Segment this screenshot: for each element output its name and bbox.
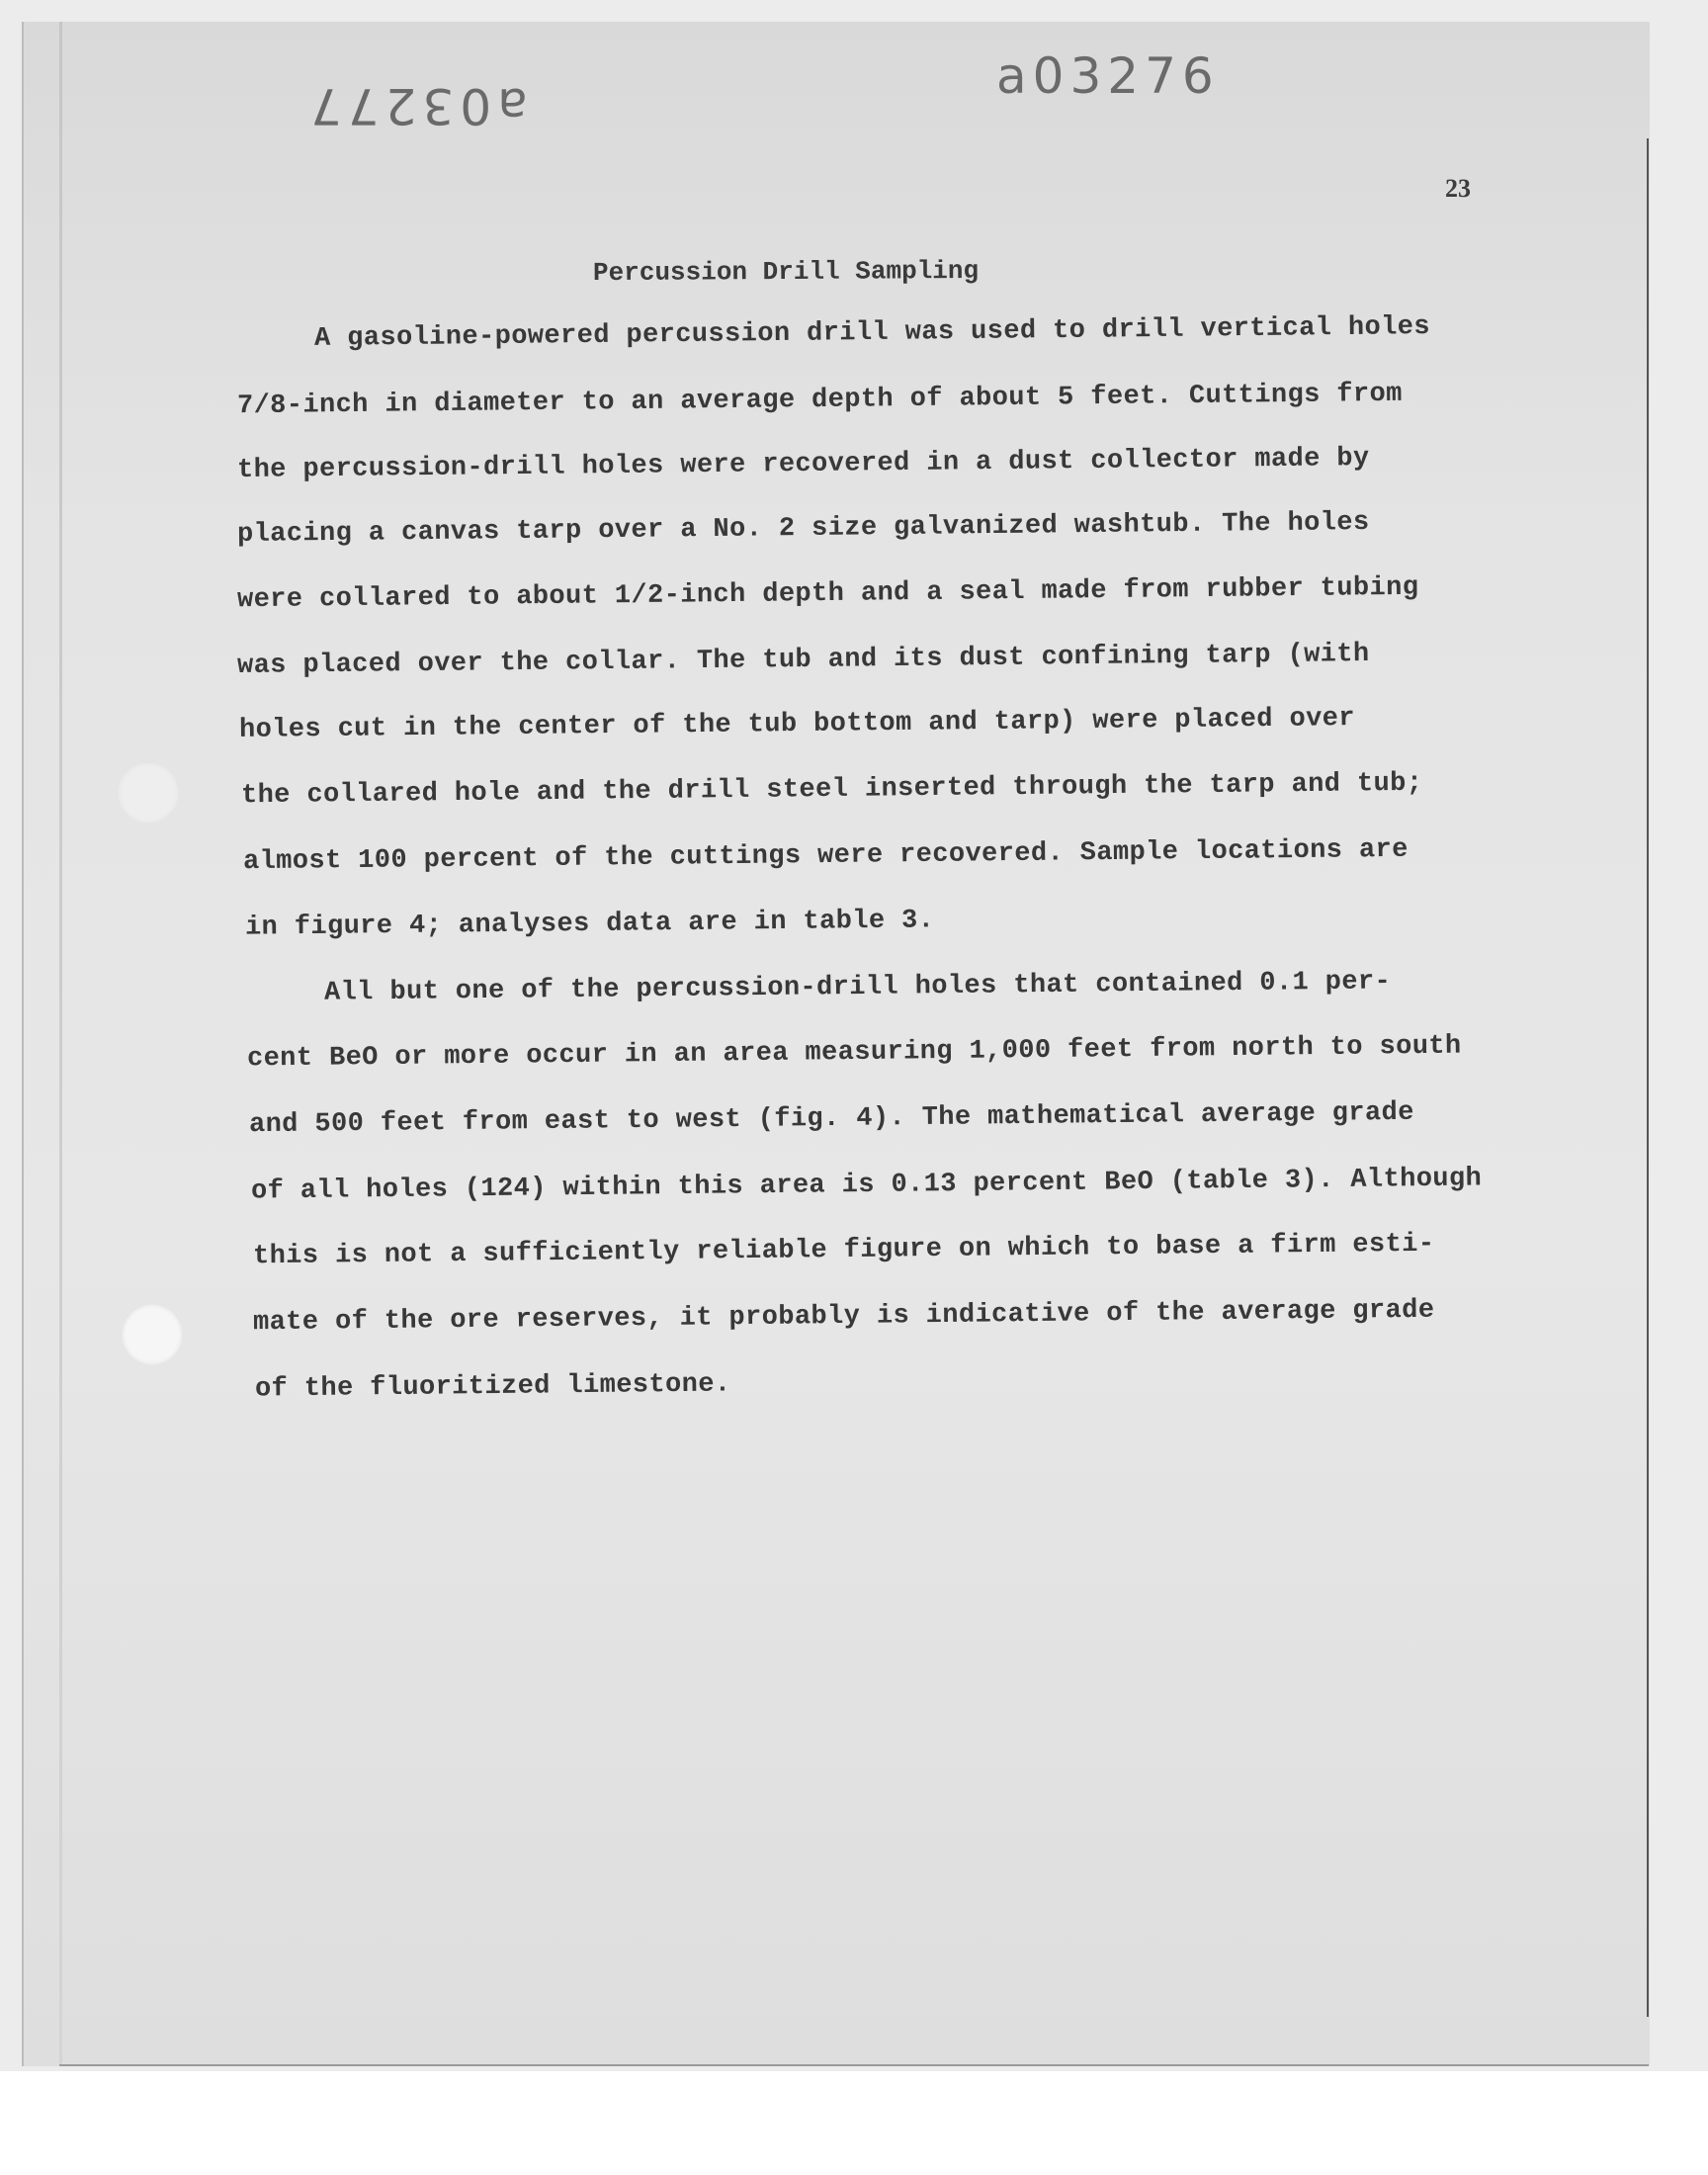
paragraph-1-line: 7/8-inch in diameter to an average depth of about 5 feet. Cuttings from (236, 379, 1403, 422)
paragraph-2-line: cent BeO or more occur in an area measuring 1,000 feet from north to south (246, 1031, 1462, 1075)
sheet-right-edge (1647, 138, 1649, 2017)
paragraph-2-line: mate of the ore reserves, it probably is indicative of the average grade (252, 1295, 1435, 1339)
paragraph-2-line: of the fluoritized limestone. (254, 1369, 731, 1405)
punch-hole-upper (117, 761, 180, 825)
paragraph-2-line: of all holes (124) within this area is 0.13 percent BeO (table 3). Although (250, 1164, 1483, 1207)
paragraph-1-line: A gasoline-powered percussion drill was used to drill vertical holes (313, 312, 1431, 354)
paragraph-1-line: the collared hole and the drill steel inserted through the tarp and tub; (240, 768, 1423, 812)
paragraph-1-line: holes cut in the center of the tub bottom and tarp) were placed over (238, 704, 1356, 745)
paragraph-2-line: and 500 feet from east to west (fig. 4). The mathematical average grade (248, 1097, 1414, 1141)
sheet-fold-line (59, 22, 62, 2066)
document-id-stamp: a03276 (996, 47, 1220, 105)
section-heading: Percussion Drill Sampling (592, 255, 980, 289)
page-number: 23 (1445, 174, 1471, 203)
paragraph-1-line: the percussion-drill holes were recovered in a dust collector made by (236, 444, 1370, 485)
paragraph-1-line: placing a canvas tarp over a No. 2 size galvanized washtub. The holes (236, 508, 1370, 550)
paragraph-1-line: almost 100 percent of the cuttings were recovered. Sample locations are (242, 834, 1409, 878)
document-id-stamp-mirrored: a03277 (304, 77, 528, 134)
paragraph-2-line: All but one of the percussion-drill holes that contained 0.1 per- (323, 967, 1392, 1008)
punch-hole-lower (121, 1303, 184, 1366)
paragraph-2-line: this is not a sufficiently reliable figure on which to base a firm esti- (252, 1229, 1435, 1272)
paragraph-1-line: in figure 4; analyses data are in table 3. (244, 906, 935, 943)
paragraph-1-line: were collared to about 1/2-inch depth and a seal made from rubber tubing (236, 572, 1419, 616)
sheet-bottom-edge (59, 2064, 1649, 2066)
paragraph-1-line: was placed over the collar. The tub and its dust confining tarp (with (236, 640, 1370, 681)
